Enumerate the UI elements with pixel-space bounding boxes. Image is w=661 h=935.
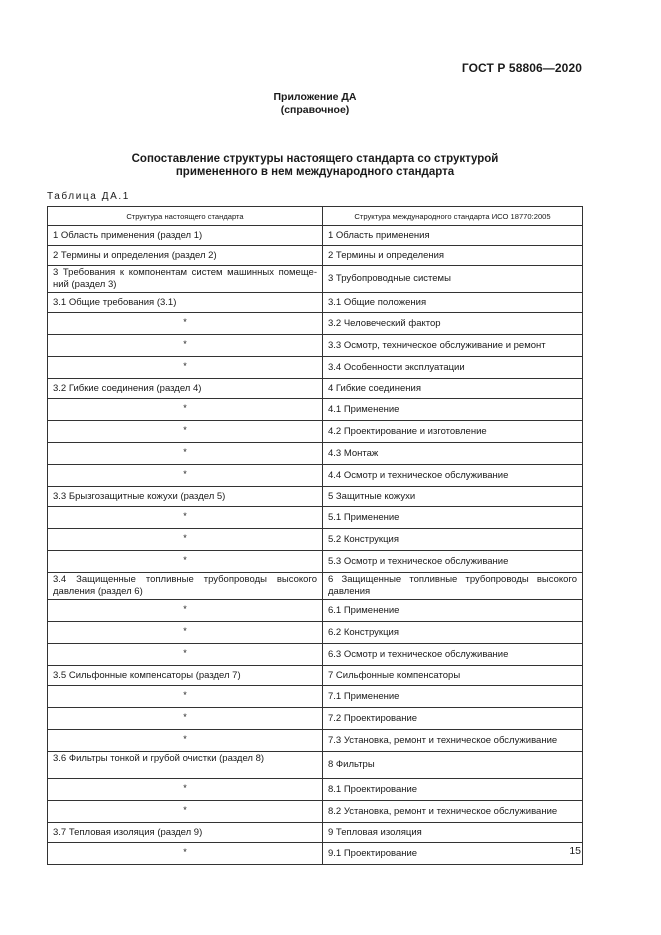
section-title (0, 153, 630, 179)
cell-this-standard: * (48, 399, 323, 421)
cell-international-standard: 6.1 Применение (323, 600, 583, 622)
table-row (48, 226, 583, 246)
cell-international-standard: 6 Защищенные топливные трубопроводы высокого давления (323, 573, 583, 600)
cell-this-standard: 3.6 Фильтры тонкой и грубой очистки (раздел 8) (48, 752, 323, 779)
cell-international-standard: 6.3 Осмотр и техническое обслуживание (323, 644, 583, 666)
cell-international-standard: 3.3 Осмотр, техническое обслуживание и ремонт (323, 335, 583, 357)
table-row (48, 801, 583, 823)
table-row (48, 507, 583, 529)
table-row (48, 357, 583, 379)
table-header-row (48, 207, 583, 226)
cell-this-standard: * (48, 507, 323, 529)
cell-international-standard: 2 Термины и определения (323, 246, 583, 266)
cell-international-standard: 8 Фильтры (323, 752, 583, 779)
cell-international-standard: 4.2 Проектирование и изготовление (323, 421, 583, 443)
table-row (48, 399, 583, 421)
table-row (48, 551, 583, 573)
cell-this-standard: 3.3 Брызгозащитные кожухи (раздел 5) (48, 487, 323, 507)
cell-international-standard: 3.2 Человеческий фактор (323, 313, 583, 335)
cell-this-standard: * (48, 686, 323, 708)
cell-this-standard: 3.7 Тепловая изоляция (раздел 9) (48, 823, 323, 843)
table-row (48, 730, 583, 752)
cell-international-standard: 8.1 Проектирование (323, 779, 583, 801)
table-row (48, 573, 583, 600)
cell-this-standard: * (48, 335, 323, 357)
cell-international-standard: 7.1 Применение (323, 686, 583, 708)
cell-this-standard: 3.1 Общие требования (3.1) (48, 293, 323, 313)
cell-this-standard: 3.4 Защищенные топливные трубопроводы высокого давления (раздел 6) (48, 573, 323, 600)
cell-this-standard: * (48, 421, 323, 443)
table-row (48, 600, 583, 622)
table-row (48, 823, 583, 843)
cell-international-standard: 4 Гибкие соединения (323, 379, 583, 399)
section-title-line-1: Сопоставление структуры настоящего стандарта со структурой (131, 153, 499, 165)
page-number: 15 (569, 845, 581, 857)
cell-this-standard: * (48, 644, 323, 666)
table-body (48, 226, 583, 865)
table-row (48, 266, 583, 293)
table-row (48, 379, 583, 399)
table-row (48, 622, 583, 644)
appendix-subtitle: (справочное) (280, 104, 350, 116)
cell-international-standard: 9.1 Проектирование (323, 843, 583, 865)
cell-this-standard: 2 Термины и определения (раздел 2) (48, 246, 323, 266)
cell-international-standard: 5 Защитные кожухи (323, 487, 583, 507)
cell-international-standard: 4.1 Применение (323, 399, 583, 421)
section-title-line-2: примененного в нем международного стандарта (175, 166, 455, 178)
table-row (48, 313, 583, 335)
cell-this-standard: 3.2 Гибкие соединения (раздел 4) (48, 379, 323, 399)
table-row (48, 487, 583, 507)
cell-international-standard: 3.4 Особенности эксплуатации (323, 357, 583, 379)
table-row (48, 666, 583, 686)
table-row (48, 293, 583, 313)
cell-international-standard: 5.3 Осмотр и техническое обслуживание (323, 551, 583, 573)
cell-international-standard: 7 Сильфонные компенсаторы (323, 666, 583, 686)
cell-this-standard: * (48, 801, 323, 823)
cell-this-standard: * (48, 551, 323, 573)
cell-this-standard: * (48, 443, 323, 465)
table-row (48, 335, 583, 357)
cell-this-standard: * (48, 529, 323, 551)
cell-international-standard: 3 Трубопроводные системы (323, 266, 583, 293)
table-caption: Таблица ДА.1 (47, 191, 130, 202)
cell-this-standard: * (48, 600, 323, 622)
cell-this-standard: * (48, 357, 323, 379)
table-row (48, 708, 583, 730)
cell-this-standard: 1 Область применения (раздел 1) (48, 226, 323, 246)
cell-this-standard: 3 Требования к компонентам систем машинных помеще-ний (раздел 3) (48, 266, 323, 293)
cell-this-standard: * (48, 622, 323, 644)
cell-this-standard: * (48, 313, 323, 335)
cell-international-standard: 8.2 Установка, ремонт и техническое обслуживание (323, 801, 583, 823)
cell-this-standard: * (48, 779, 323, 801)
cell-international-standard: 9 Тепловая изоляция (323, 823, 583, 843)
table-row (48, 465, 583, 487)
table-row (48, 843, 583, 865)
table-row (48, 779, 583, 801)
document-code: ГОСТ Р 58806—2020 (461, 61, 582, 75)
table-row (48, 443, 583, 465)
structure-comparison-table (47, 206, 583, 865)
cell-international-standard: 4.3 Монтаж (323, 443, 583, 465)
cell-international-standard: 5.2 Конструкция (323, 529, 583, 551)
cell-international-standard: 7.3 Установка, ремонт и техническое обслуживание (323, 730, 583, 752)
cell-international-standard: 5.1 Применение (323, 507, 583, 529)
cell-international-standard: 1 Область применения (323, 226, 583, 246)
table-row (48, 246, 583, 266)
appendix-title: Приложение ДА (273, 91, 357, 103)
cell-this-standard: * (48, 708, 323, 730)
table-row (48, 686, 583, 708)
table-row (48, 421, 583, 443)
cell-international-standard: 3.1 Общие положения (323, 293, 583, 313)
table-row (48, 529, 583, 551)
table-row (48, 644, 583, 666)
cell-international-standard: 4.4 Осмотр и техническое обслуживание (323, 465, 583, 487)
cell-this-standard: 3.5 Сильфонные компенсаторы (раздел 7) (48, 666, 323, 686)
cell-this-standard: * (48, 843, 323, 865)
cell-this-standard: * (48, 465, 323, 487)
cell-international-standard: 7.2 Проектирование (323, 708, 583, 730)
column-header-this-standard: Структура настоящего стандарта (48, 207, 323, 226)
appendix-heading (0, 91, 630, 117)
table-row (48, 752, 583, 779)
cell-this-standard: * (48, 730, 323, 752)
column-header-international-standard: Структура международного стандарта ИСО 18770:2005 (323, 207, 583, 226)
cell-international-standard: 6.2 Конструкция (323, 622, 583, 644)
